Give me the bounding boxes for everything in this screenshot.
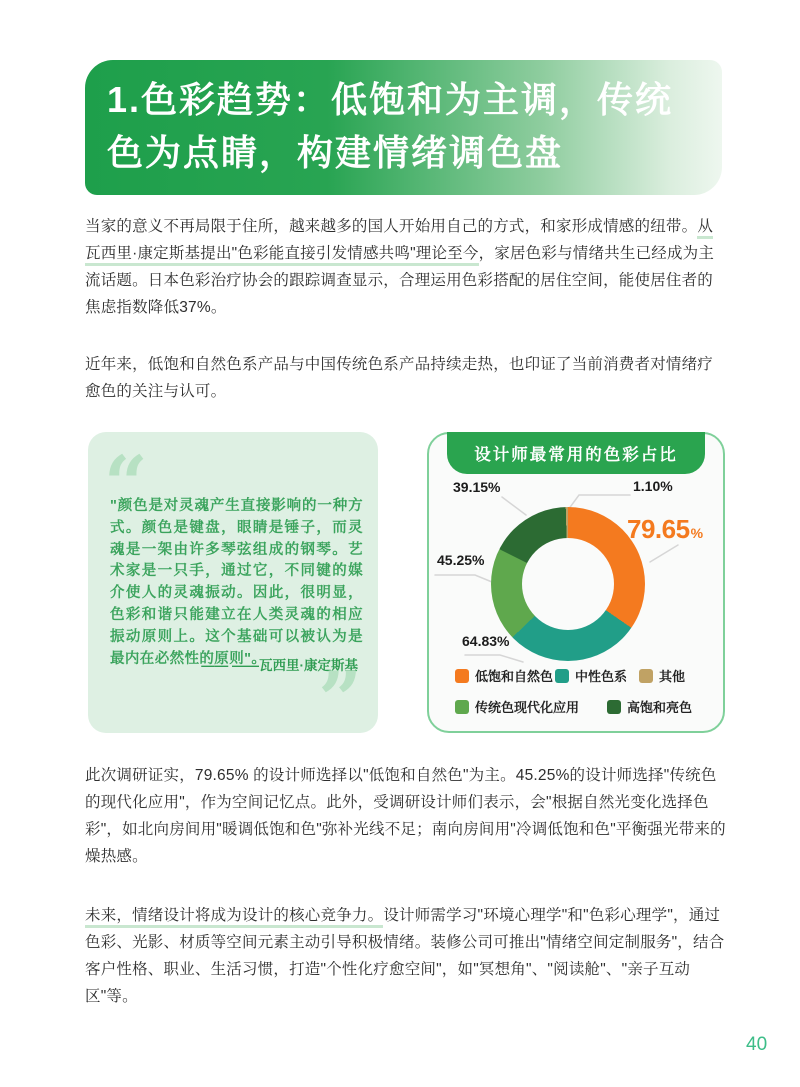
legend-label-low-saturation: 低饱和自然色 (475, 669, 554, 684)
legend-swatch-other (639, 669, 653, 683)
label-neutral-pct: 64.83% (462, 633, 510, 649)
legend-item-neutral (555, 666, 627, 685)
legend-swatch-traditional (455, 700, 469, 714)
label-saturated-pct: 39.15% (453, 479, 501, 495)
close-quote-icon: ” (318, 655, 362, 744)
legend-label-traditional: 传统色现代化应用 (475, 700, 580, 715)
open-quote-icon: “ (104, 439, 148, 528)
paragraph-future-underlined-text: 未来，情绪设计将成为设计的核心竞争力。 (85, 907, 383, 928)
paragraph-intro (85, 213, 726, 321)
chart-title-ribbon: 设计师最常用的色彩占比 (447, 432, 705, 474)
donut-chart (491, 507, 645, 661)
legend-item-other (639, 666, 685, 685)
legend-item-traditional (455, 697, 579, 716)
paragraph-trend: 近年来，低饱和自然色系产品与中国传统色系产品持续走热，也印证了当前消费者对情绪疗愈色的关注与认可。 (85, 356, 714, 400)
legend-swatch-high-saturation (607, 700, 621, 714)
quote-text: "颜色是对灵魂产生直接影响的一种方式。颜色是键盘，眼睛是锤子，而灵魂是一架由许多琴弦组成的钢琴。艺术家是一只手，通过它，不同键的媒介使人的灵魂振动。因此，很明显，色彩和谐只能建立在人类灵魂的相应振动原则上。这个基础可以被认为是最内在必然性的原则"。 (110, 498, 363, 667)
paragraph-intro-text: 当家的意义不再局限于住所，越来越多的国人开始用自己的方式，和家形成情感的纽带。 (85, 218, 698, 235)
legend-label-neutral: 中性色系 (575, 669, 628, 684)
paragraph-findings: 此次调研证实，79.65% 的设计师选择以"低饱和自然色"为主。45.25%的设计师选择"传统色的现代化应用"，作为空间记忆点。此外，受调研设计师们表示，会"根据自然光变化选择色彩"，如北向房间用"暖调低饱和色"弥补光线不足；南向房间用"冷调低饱和色"平衡强光带来的燥热感。 (85, 767, 726, 865)
paragraph-intro-text-cont: ，家居色彩与情绪共生已经成为主流话题。日本色彩治疗协会的跟踪调查显示，合理运用色彩搭配的居住空间，能使居住者的焦虑指数降低37%。 (85, 245, 715, 316)
paragraph-future-text: 设计师需学习"环境心理学"和"色彩心理学"，通过色彩、光影、材质等空间元素主动引导积极情绪。装修公司可推出"情绪空间定制服务"，结合客户性格、职业、生活习惯，打造"个性化疗愈空间"，如"冥想角"、"阅读舱"、"亲子互动区"等。 (85, 907, 725, 1005)
section-title-banner (85, 60, 722, 195)
legend-item-low-saturation (455, 666, 553, 685)
label-traditional-pct: 45.25% (437, 552, 485, 568)
paragraph-future (85, 902, 730, 1010)
chart-card (427, 432, 725, 733)
section-title: 1.色彩趋势：低饱和为主调，传统色为点睛，构建情绪调色盘 (107, 79, 674, 173)
quote-attribution: —— ——瓦西里·康定斯基 (201, 658, 358, 673)
legend-label-high-saturation: 高饱和亮色 (627, 700, 693, 715)
quote-card (88, 432, 378, 744)
legend-item-high-saturation (607, 697, 692, 716)
legend-swatch-neutral (555, 669, 569, 683)
label-other-pct: 1.10% (633, 478, 673, 494)
label-primary-pct-number: 79.65 (627, 514, 690, 544)
paragraph-intro-underlined-text: 从瓦西里·康定斯基提出"色彩能直接引发情感共鸣"理论至今 (85, 218, 713, 266)
legend-swatch-low-saturation (455, 669, 469, 683)
label-primary-pct-sign: % (690, 525, 703, 541)
legend-label-other: 其他 (659, 669, 686, 684)
page-number: 40 (746, 1034, 768, 1055)
label-primary-pct (627, 514, 703, 545)
